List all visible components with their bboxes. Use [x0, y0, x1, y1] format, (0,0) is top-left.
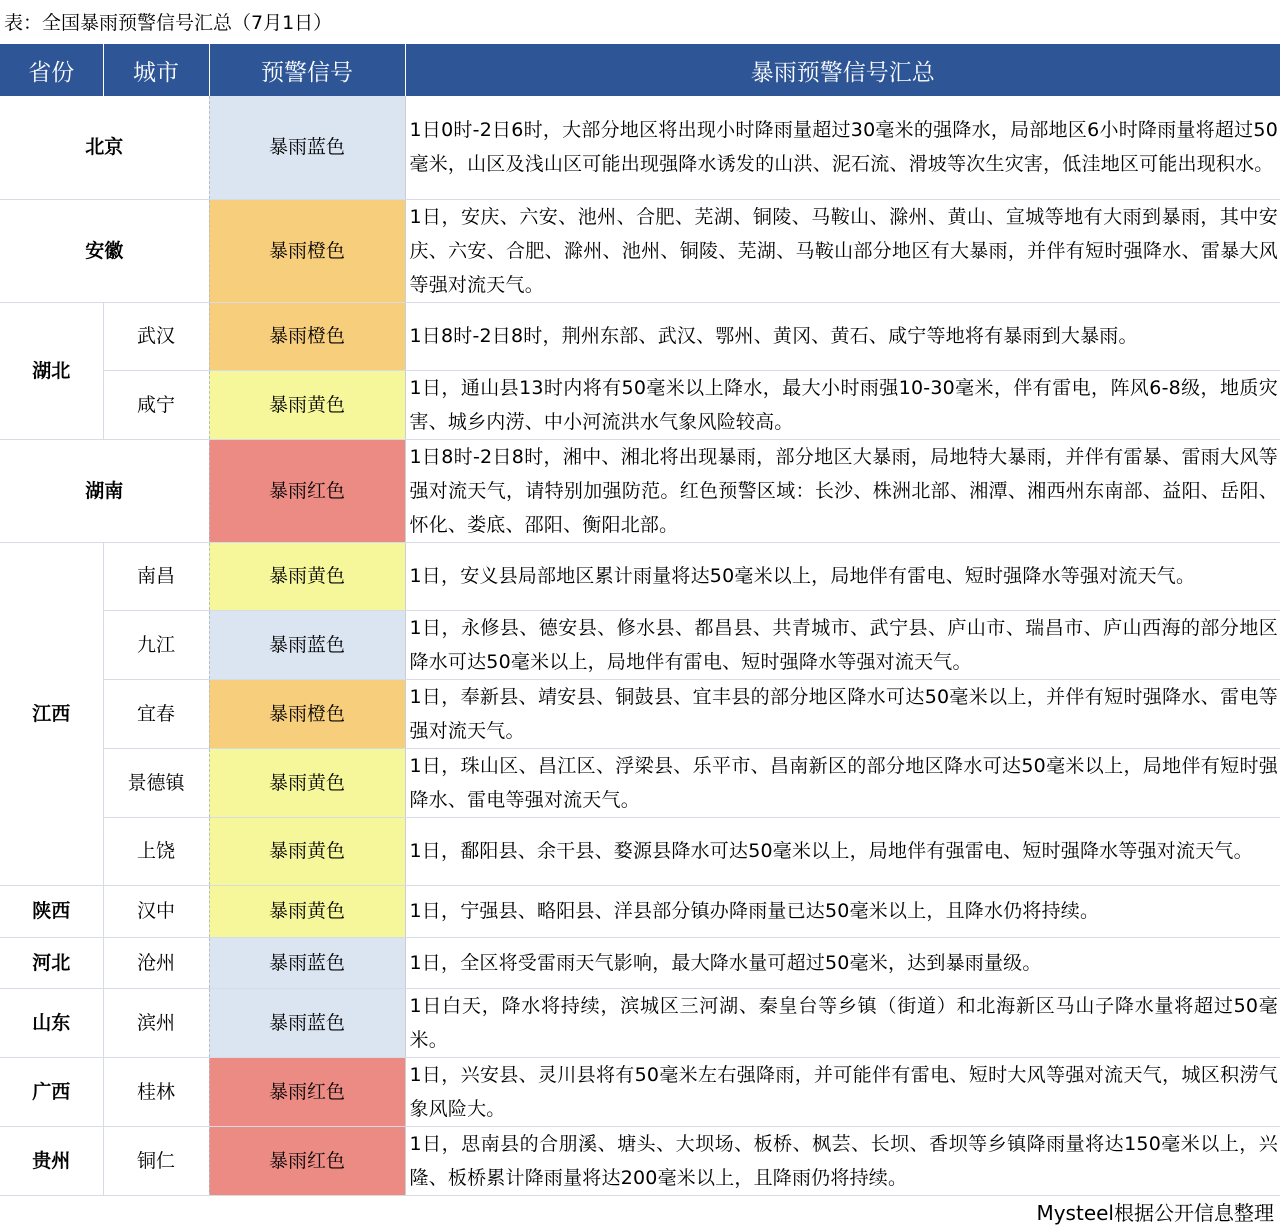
- signal-cell: 暴雨红色: [209, 1126, 405, 1195]
- table-row: [0, 817, 1280, 885]
- signal-cell: 暴雨橙色: [209, 679, 405, 748]
- city-cell: 汉中: [103, 885, 209, 937]
- signal-cell: 暴雨黄色: [209, 885, 405, 937]
- signal-cell: 暴雨橙色: [209, 302, 405, 370]
- signal-cell: 暴雨蓝色: [209, 937, 405, 988]
- description-cell: 1日，通山县13时内将有50毫米以上降水，最大小时雨强10-30毫米，伴有雷电，阵风6-8级，地质灾害、城乡内涝、中小河流洪水气象风险较高。: [405, 370, 1280, 439]
- signal-cell: 暴雨红色: [209, 1057, 405, 1126]
- city-cell: 景德镇: [103, 748, 209, 817]
- city-cell: 武汉: [103, 302, 209, 370]
- description-cell: 1日，永修县、德安县、修水县、都昌县、共青城市、武宁县、庐山市、瑞昌市、庐山西海的部分地区降水可达50毫米以上，局地伴有雷电、短时强降水等强对流天气。: [405, 610, 1280, 679]
- province-cell: 湖南: [0, 439, 209, 542]
- description-cell: 1日0时-2日6时，大部分地区将出现小时降雨量超过30毫米的强降水，局部地区6小时降雨量将超过50毫米，山区及浅山区可能出现强降水诱发的山洪、泥石流、滑坡等次生灾害，低洼地区可能出现积水。: [405, 96, 1280, 199]
- city-cell: 上饶: [103, 817, 209, 885]
- header-province: 省份: [0, 44, 103, 96]
- province-cell: 北京: [0, 96, 209, 199]
- header-city: 城市: [103, 44, 209, 96]
- table-row: [0, 96, 1280, 199]
- table-row: [0, 439, 1280, 542]
- header-row: [0, 44, 1280, 96]
- signal-cell: 暴雨黄色: [209, 748, 405, 817]
- province-cell: 安徽: [0, 199, 209, 302]
- description-cell: 1日，奉新县、靖安县、铜鼓县、宜丰县的部分地区降水可达50毫米以上，并伴有短时强降水、雷电等强对流天气。: [405, 679, 1280, 748]
- table-row: [0, 1057, 1280, 1126]
- description-cell: 1日8时-2日8时，湘中、湘北将出现暴雨，部分地区大暴雨，局地特大暴雨，并伴有雷暴、雷雨大风等强对流天气，请特别加强防范。红色预警区域：长沙、株洲北部、湘潭、湘西州东南部、益阳、岳阳、怀化、娄底、邵阳、衡阳北部。: [405, 439, 1280, 542]
- table-row: [0, 885, 1280, 937]
- signal-cell: 暴雨橙色: [209, 199, 405, 302]
- description-cell: 1日，安庆、六安、池州、合肥、芜湖、铜陵、马鞍山、滁州、黄山、宣城等地有大雨到暴雨，其中安庆、六安、合肥、滁州、池州、铜陵、芜湖、马鞍山部分地区有大暴雨，并伴有短时强降水、雷暴大风等强对流天气。: [405, 199, 1280, 302]
- province-cell: 河北: [0, 937, 103, 988]
- city-cell: 南昌: [103, 542, 209, 610]
- table-row: [0, 610, 1280, 679]
- province-cell: 山东: [0, 988, 103, 1057]
- header-summary: 暴雨预警信号汇总: [405, 44, 1280, 96]
- city-cell: 滨州: [103, 988, 209, 1057]
- province-cell: 陕西: [0, 885, 103, 937]
- description-cell: 1日，安义县局部地区累计雨量将达50毫米以上，局地伴有雷电、短时强降水等强对流天气。: [405, 542, 1280, 610]
- header-signal: 预警信号: [209, 44, 405, 96]
- rainstorm-warning-table: [0, 44, 1280, 1196]
- table-row: [0, 370, 1280, 439]
- table-row: [0, 542, 1280, 610]
- description-cell: 1日，兴安县、灵川县将有50毫米左右强降雨，并可能伴有雷电、短时大风等强对流天气，城区积涝气象风险大。: [405, 1057, 1280, 1126]
- source-footnote: Mysteel根据公开信息整理: [1036, 1201, 1274, 1225]
- description-cell: 1日8时-2日8时，荆州东部、武汉、鄂州、黄冈、黄石、咸宁等地将有暴雨到大暴雨。: [405, 302, 1280, 370]
- table-title: 表：全国暴雨预警信号汇总（7月1日）: [4, 12, 333, 34]
- signal-cell: 暴雨蓝色: [209, 988, 405, 1057]
- signal-cell: 暴雨红色: [209, 439, 405, 542]
- description-cell: 1日白天，降水将持续，滨城区三河湖、秦皇台等乡镇（街道）和北海新区马山子降水量将超过50毫米。: [405, 988, 1280, 1057]
- province-cell: 广西: [0, 1057, 103, 1126]
- signal-cell: 暴雨黄色: [209, 370, 405, 439]
- table-row: [0, 988, 1280, 1057]
- province-cell: 江西: [0, 542, 103, 885]
- province-cell: 湖北: [0, 302, 103, 439]
- description-cell: 1日，鄱阳县、余干县、婺源县降水可达50毫米以上，局地伴有强雷电、短时强降水等强对流天气。: [405, 817, 1280, 885]
- city-cell: 九江: [103, 610, 209, 679]
- city-cell: 沧州: [103, 937, 209, 988]
- table-row: [0, 302, 1280, 370]
- signal-cell: 暴雨黄色: [209, 817, 405, 885]
- city-cell: 铜仁: [103, 1126, 209, 1195]
- signal-cell: 暴雨黄色: [209, 542, 405, 610]
- city-cell: 宜春: [103, 679, 209, 748]
- table-row: [0, 937, 1280, 988]
- province-cell: 贵州: [0, 1126, 103, 1195]
- description-cell: 1日，思南县的合朋溪、塘头、大坝场、板桥、枫芸、长坝、香坝等乡镇降雨量将达150毫米以上，兴隆、板桥累计降雨量将达200毫米以上，且降雨仍将持续。: [405, 1126, 1280, 1195]
- table-row: [0, 1126, 1280, 1195]
- city-cell: 桂林: [103, 1057, 209, 1126]
- description-cell: 1日，宁强县、略阳县、洋县部分镇办降雨量已达50毫米以上，且降水仍将持续。: [405, 885, 1280, 937]
- city-cell: 咸宁: [103, 370, 209, 439]
- signal-cell: 暴雨蓝色: [209, 96, 405, 199]
- signal-cell: 暴雨蓝色: [209, 610, 405, 679]
- description-cell: 1日，珠山区、昌江区、浮梁县、乐平市、昌南新区的部分地区降水可达50毫米以上，局地伴有短时强降水、雷电等强对流天气。: [405, 748, 1280, 817]
- table-row: [0, 199, 1280, 302]
- table-row: [0, 679, 1280, 748]
- description-cell: 1日，全区将受雷雨天气影响，最大降水量可超过50毫米，达到暴雨量级。: [405, 937, 1280, 988]
- table-row: [0, 748, 1280, 817]
